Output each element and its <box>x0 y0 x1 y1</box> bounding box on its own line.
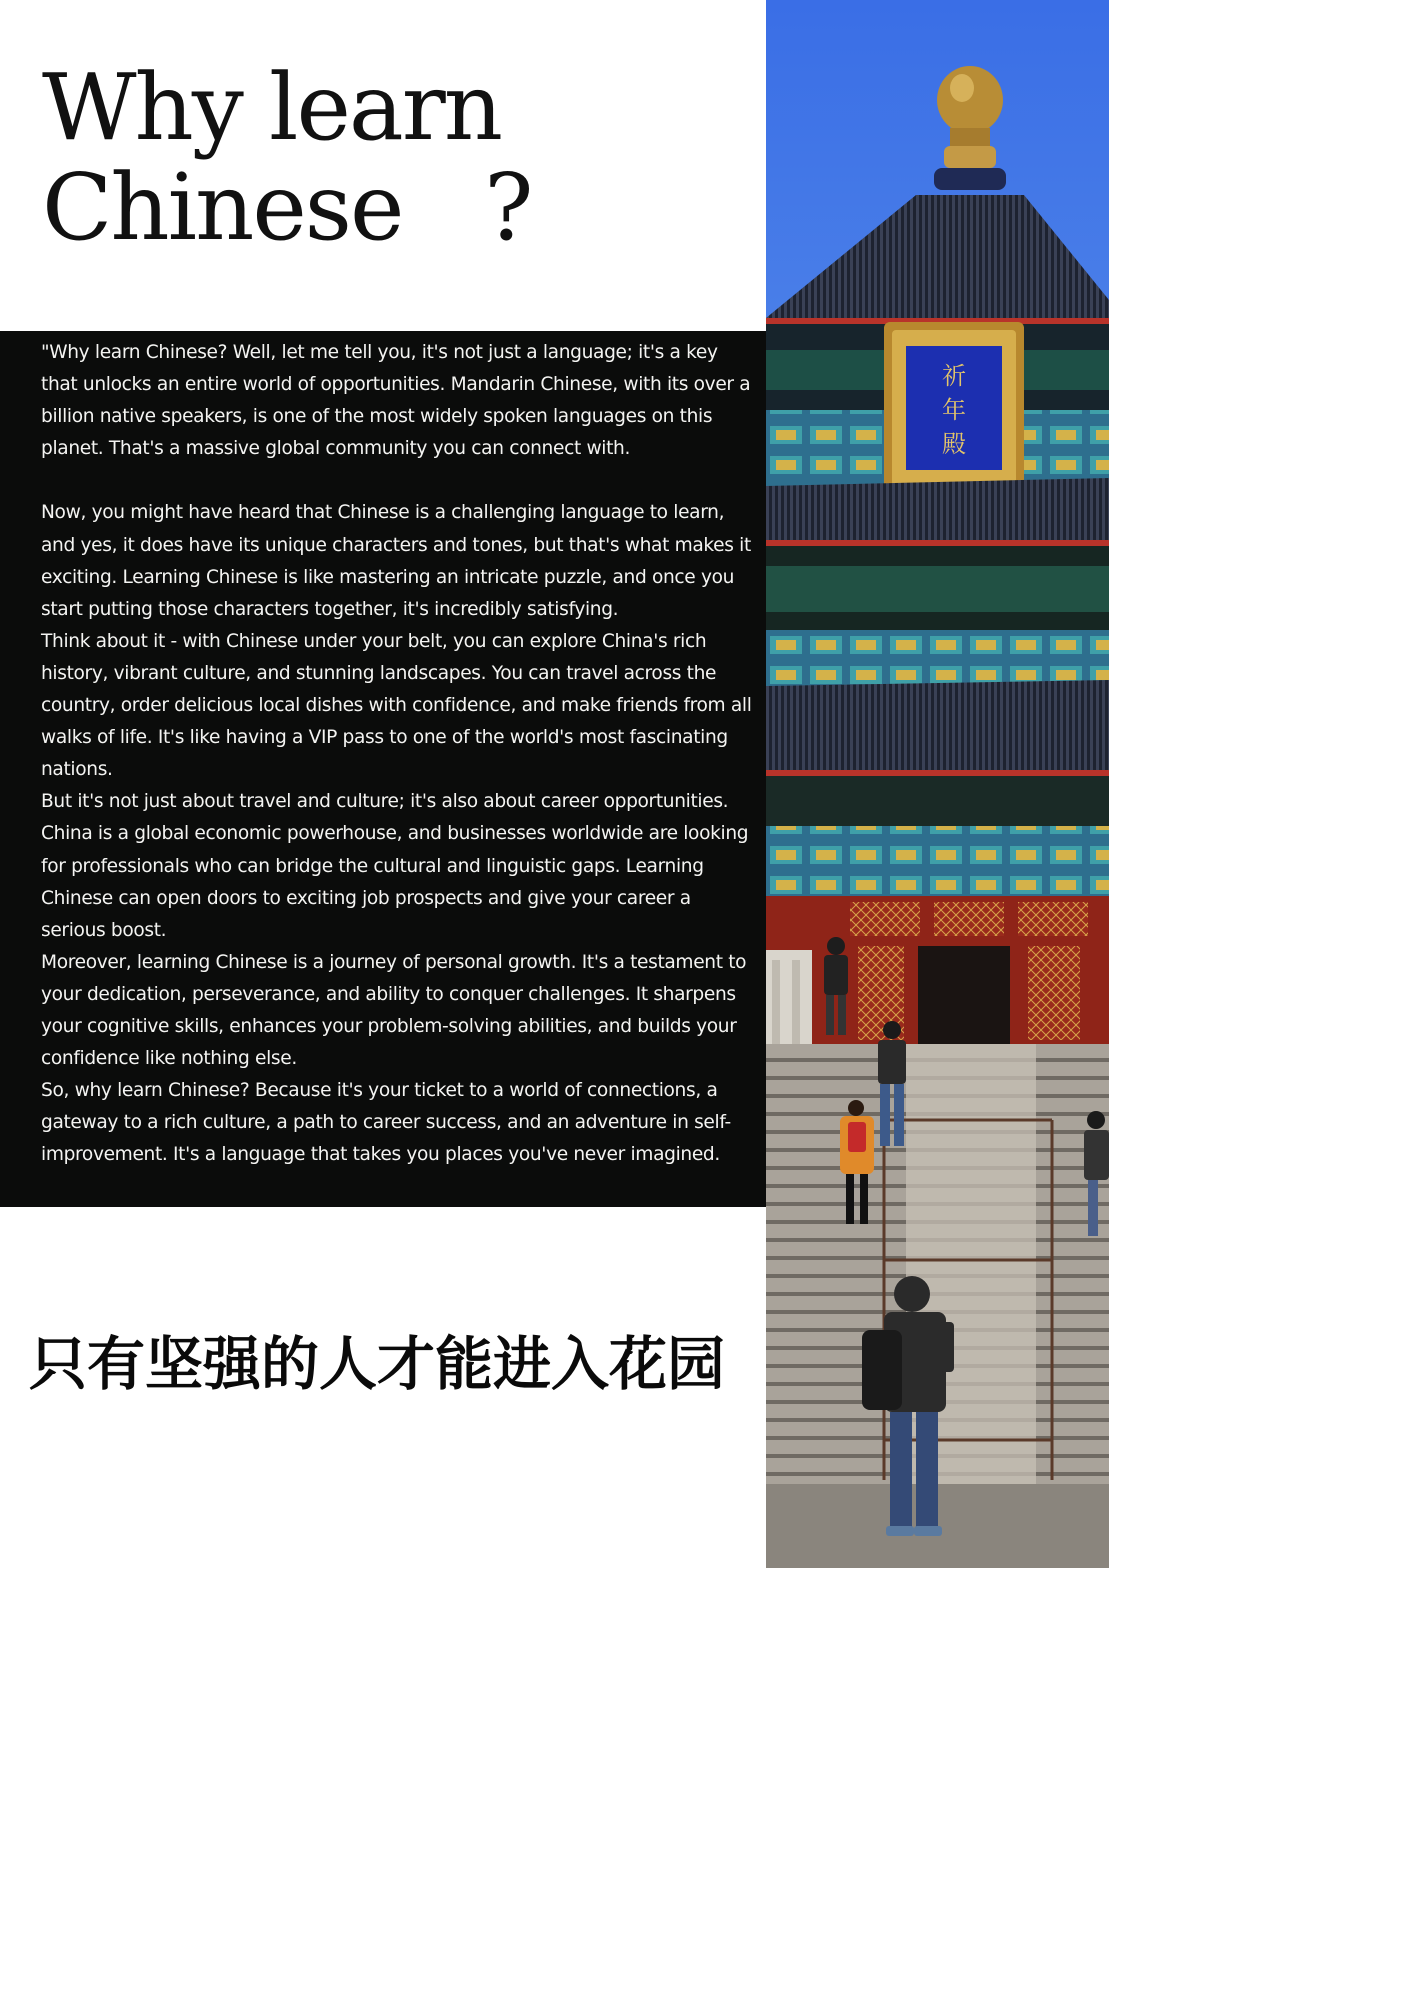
body-paragraph: But it's not just about travel and culture; it's also about career opportunities. China is a global economic powerhouse, and businesses worldwide are looking for professionals who can bridge the cultural and linguistic gaps. Learning Chinese can open doors to exciting job prospects and give your career a serious boost. <box>41 791 749 941</box>
title-line-1: Why learn <box>42 54 501 161</box>
body-paragraph: "Why learn Chinese? Well, let me tell you, it's not just a language; it's a key that unlocks an entire world of opportunities. Mandarin Chinese, with its over a billion native speakers, is one of the most widely spoken languages on this planet. That's a massive global community you can connect with. <box>41 342 751 460</box>
plaque-char: 年 <box>942 396 966 424</box>
body-copy <box>41 337 753 1171</box>
body-paragraph: So, why learn Chinese? Because it's your ticket to a world of connections, a gateway to a rich culture, a path to career success, and an adventure in self-improvement. It's a language that takes you places you've never imagined. <box>41 1080 731 1166</box>
body-paragraph: Moreover, learning Chinese is a journey of personal growth. It's a testament to your dedication, perseverance, and ability to conquer challenges. It sharpens your cognitive skills, enhances your problem-solving abilities, and builds your confidence like nothing else. <box>41 951 747 1070</box>
body-paragraph: Now, you might have heard that Chinese is a challenging language to learn, and yes, it does have its unique characters and tones, but that's what makes it exciting. Learning Chinese is like mastering an intricate puzzle, and once you start putting those characters together, it's incredibly satisfying. <box>41 502 751 620</box>
plaque-char: 殿 <box>942 430 966 458</box>
chinese-slogan: 只有坚强的人才能进入花园 <box>29 1330 726 1398</box>
title-line-2: Chinese ? <box>42 154 532 261</box>
body-paragraph: Think about it - with Chinese under your belt, you can explore China's rich history, vibrant culture, and stunning landscapes. You can travel across the country, order delicious local dishes with confidence, and make friends from all walks of life. It's like having a VIP pass to one of the world's most fascinating nations. <box>41 630 752 781</box>
temple-of-heaven-photo <box>766 0 1109 1568</box>
page-title <box>42 54 722 261</box>
temple-name-plaque <box>884 322 1024 494</box>
plaque-char: 祈 <box>942 362 966 390</box>
hall-doorway <box>918 946 1010 1044</box>
